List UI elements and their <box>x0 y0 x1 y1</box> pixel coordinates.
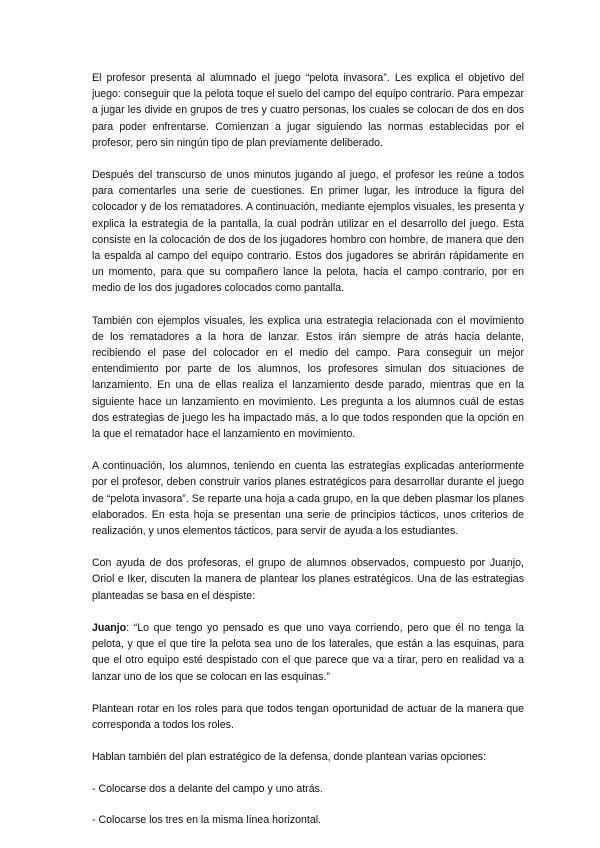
paragraph-strategy-attackers: También con ejemplos visuales, les explica una estrategia relacionada con el movimiento de los rematadores a la hora de lanzar. Estos irán siempre de atrás hacia delante, recibiendo el pase del colocador en el medio del campo. Para conseguir un mejor entendimiento por parte de los alumnos, los profesores simulan dos situaciones de lanzamiento. En una de ellas realiza el lanzamiento desde parado, mientras que en la siguiente hace un lanzamiento en movimiento. Les pregunta a los alumnos cuál de estas dos estrategias de juego les ha impactado más, a lo que todos responden que la opción en la que el rematador hace el lanzamiento en movimiento. <box>92 314 524 441</box>
paragraph-defense: Hablan también del plan estratégico de la defensa, donde plantean varias opciones: <box>92 751 487 764</box>
list-item: - Colocarse dos a delante del campo y uno atrás. <box>92 783 323 796</box>
list-item: - Colocarse los tres en la misma línea horizontal. <box>92 813 322 826</box>
paragraph-strategy-screen: Después del transcurso de unos minutos jugando al juego, el profesor les reúne a todos para comentarles una serie de cuestiones. En primer lugar, les introduce la figura del colocador y de los rematadores. A continuación, mediante ejemplos visuales, les presenta y explica la estrategia de la pantalla, la cual podrán utilizar en el desarrollo del juego. Esta consiste en la colocación de dos de los jugadores hombro con hombre, de manera que den la espalda al campo del equipo contrario. Estos dos jugadores se abrirán rápidamente en un momento, para que su compañero lance la pelota, hacia el campo contrario, por en medio de los dos jugadores colocados como pantalla. <box>92 169 524 295</box>
paragraph-strategic-plans: A continuación, los alumnos, teniendo en cuenta las estrategias explicadas anteriormente por el profesor, deben construir varios planes estratégicos para desarrollar durante el juego de “pelota invasora”. Se reparte una hoja a cada grupo, en la que deben plasmar los planes elaborados. En esta hoja se presentan una serie de principios tácticos, unos criterios de realización, y unos elementos tácticos, para servir de ayuda a los estudiantes. <box>92 460 524 538</box>
paragraph-group-discussion: Con ayuda de dos profesoras, el grupo de alumnos observados, compuesto por Juanjo, Oriol e Iker, discuten la manera de plantear los planes estratégicos. Una de las estrategias planteadas se basa en el despiste: <box>92 557 524 602</box>
quote-paragraph <box>92 620 524 685</box>
quote-text: : “Lo que tengo yo pensado es que uno vaya corriendo, pero que él no tenga la pelota, y que el que tire la pelota sea uno de los laterales, que están a las esquinas, para que el otro equipo esté despistado con el que parece que va a tirar, pero en realidad va a lanzar uno de los que se colocan en las esquinas.” <box>92 621 524 683</box>
document-body <box>92 70 524 842</box>
paragraph-intro: El profesor presenta al alumnado el juego “pelota invasora”. Les explica el objetivo del juego: conseguir que la pelota toque el suelo del campo del equipo contrario. Para empezar a jugar les divide en grupos de tres y cuatro personas, los cuales se colocan de dos en dos para poder enfrentarse. Comienzan a jugar siguiendo las normas establecidas por el profesor, pero sin ningún tipo de plan previamente deliberado. <box>92 72 524 149</box>
paragraph-roles: Plantean rotar en los roles para que todos tengan oportunidad de actuar de la manera que corresponda a todos los roles. <box>92 702 524 731</box>
quote-speaker: Juanjo <box>92 621 127 634</box>
